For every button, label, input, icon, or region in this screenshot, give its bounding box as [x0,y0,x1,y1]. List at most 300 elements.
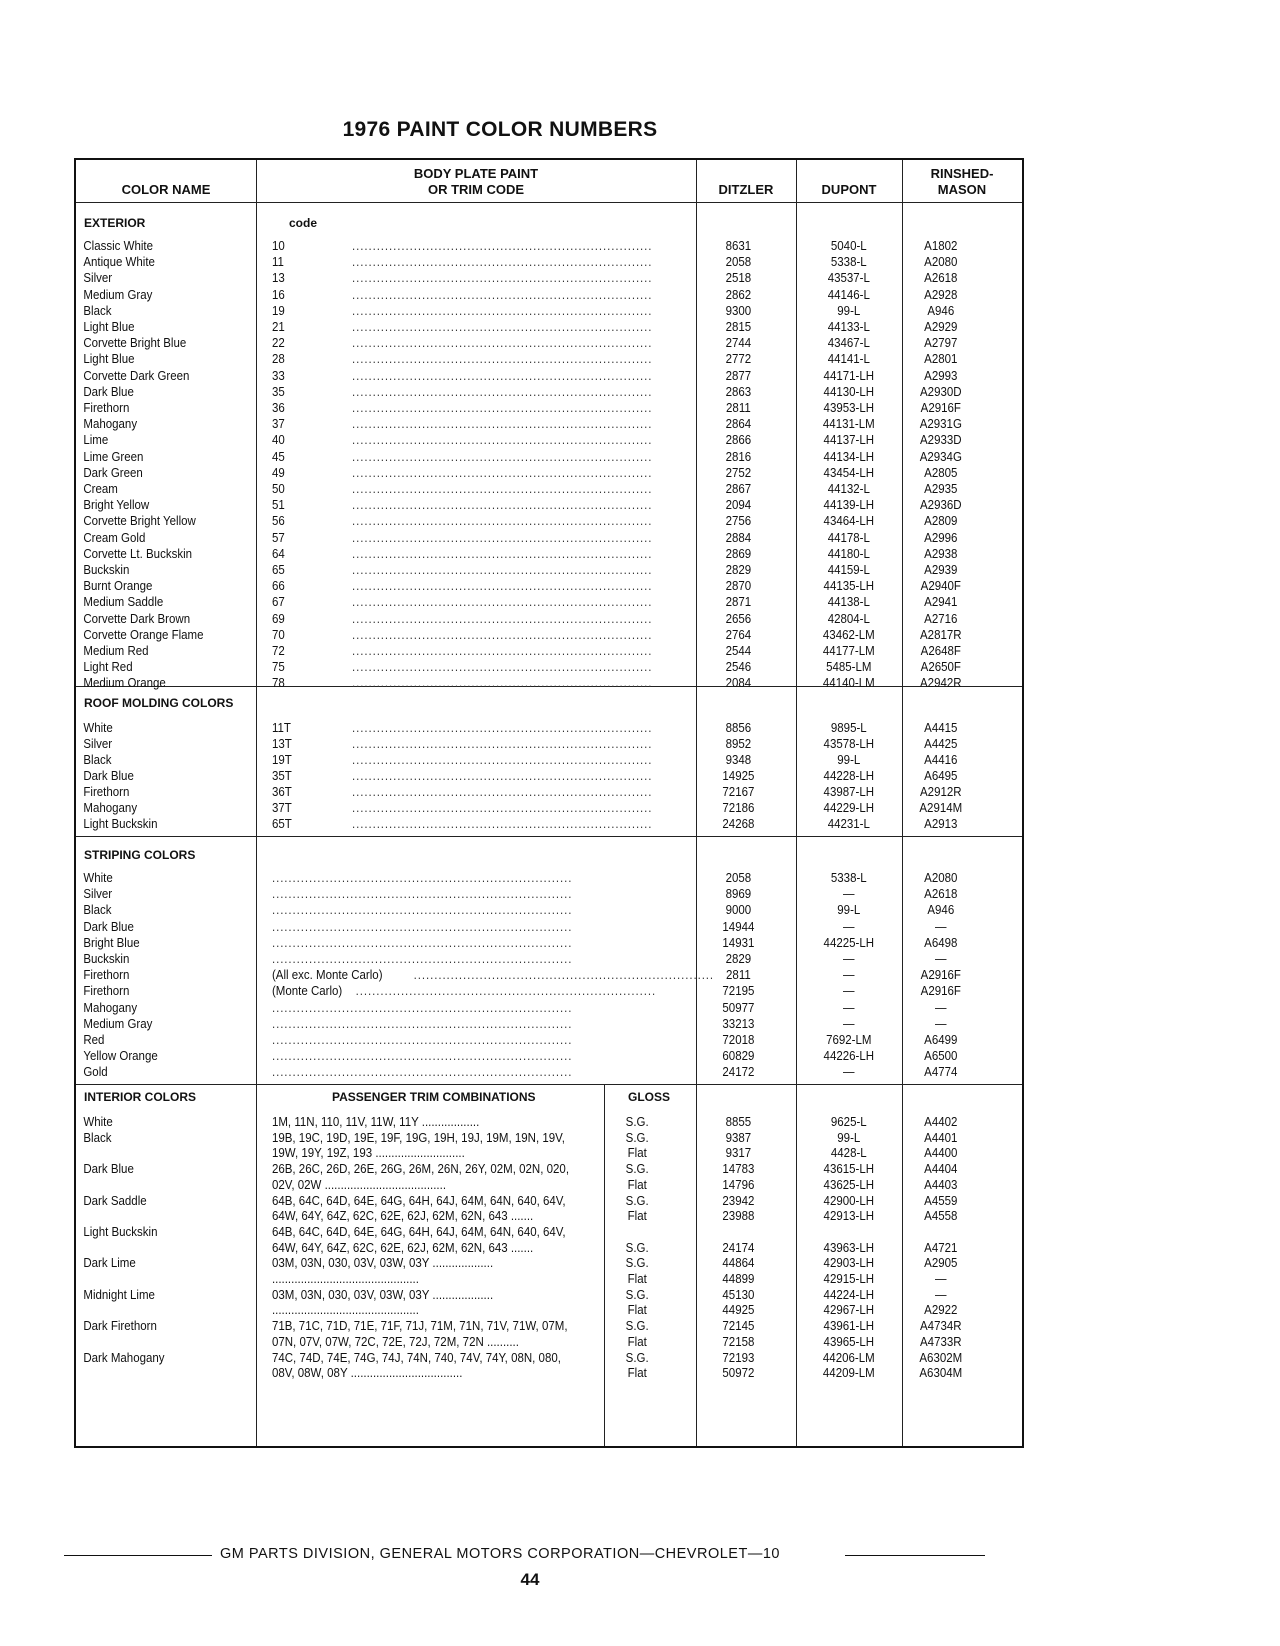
rinshed-mason-number: A2650F [920,660,961,675]
ditzler-number: 2656 [725,611,752,626]
dupont-number: 44134-LH [823,449,875,464]
table-row [76,1318,962,1334]
header-color-name: COLOR NAME [121,182,211,197]
dupont-number: 42900-LH [823,1193,875,1208]
leader-dots: ......................................................................... [352,303,653,318]
leader-dots: ......................................................................... [352,449,653,464]
dupont-number: 44177-LM [822,644,875,658]
color-name: Dark Saddle [83,1193,147,1208]
rinshed-mason-number: A4400 [924,1146,958,1161]
ditzler-number: 2871 [725,595,752,610]
table-row [76,627,962,643]
rinshed-mason-number: A2080 [924,871,958,885]
ditzler-number: 2094 [725,498,752,513]
ditzler-number: 2058 [725,871,752,885]
color-name: Firethorn [83,984,130,999]
rinshed-mason-number: A2942R [920,676,962,691]
ditzler-number: 2867 [725,482,752,496]
ditzler-number: 50977 [722,1000,755,1015]
table-row [76,449,962,465]
rinshed-mason-number: A2993 [924,368,958,383]
section-roof-molding: ROOF MOLDING COLORS [84,696,234,710]
leader-dots: ......................................................................... [352,721,653,735]
trim-code: 78 [271,676,285,691]
dupont-number: 44171-LH [823,368,875,383]
leader-dots: ......................................................................... [271,903,573,918]
dupont-number: 43965-LH [823,1334,875,1349]
rinshed-mason-number: A4416 [924,753,958,767]
rinshed-mason-number: A6499 [924,1033,958,1047]
leader-dots: ......................................................................... [352,433,653,448]
dupont-number: 44224-LH [823,1287,875,1302]
dupont-number: 44146-L [827,287,870,302]
color-name: Dark Mahogany [83,1350,165,1365]
table-row [76,1064,958,1080]
trim-code: (All exc. Monte Carlo) [271,968,383,983]
ditzler-number: 9000 [725,903,752,918]
leader-dots: ......................................................................... [271,919,573,934]
gloss: Flat [627,1209,647,1224]
dupont-number: 44130-LH [823,384,875,399]
rinshed-mason-number: A4774 [924,1065,958,1080]
leader-dots: ......................................................................... [352,482,653,496]
table-row [76,287,958,303]
trim-code: 64 [271,546,285,561]
table-row [76,1208,958,1224]
header-body-plate-1: BODY PLATE PAINT [413,166,539,181]
rinshed-mason-number: A2938 [924,546,958,561]
rinshed-mason-number: A4402 [924,1115,958,1129]
ditzler-number: 72195 [722,984,755,999]
trim-code: 50 [271,482,285,496]
leader-dots: ......................................................................... [352,595,653,610]
leader-dots: ......................................................................... [352,530,653,545]
color-name: Silver [83,271,113,286]
color-name: Lime [83,433,109,448]
table-row [76,319,958,335]
trim-code: 19T [271,753,292,767]
table-row [76,1177,958,1193]
trim-code: (Monte Carlo) [271,984,343,999]
gloss: Flat [627,1366,647,1381]
ditzler-number: 44864 [722,1256,755,1271]
leader-dots: ......................................................................... [271,1033,573,1047]
table-row [76,1016,946,1032]
dupont-number: 44225-LH [823,935,875,950]
header-ditzler: DITZLER [718,182,774,197]
table-row [76,481,958,497]
leader-dots: ......................................................................... [271,1000,573,1015]
color-name: Light Blue [83,352,135,367]
trim-code: 66 [271,579,285,594]
table-row [76,1302,958,1318]
section-exterior: EXTERIOR [84,216,146,230]
gloss: Flat [627,1272,647,1286]
trim-code: 36T [271,785,292,799]
page-title: 1976 PAINT COLOR NUMBERS [342,118,658,141]
rinshed-mason-number: A2801 [924,352,958,367]
trim-code: 65 [271,563,285,577]
trim-combinations: 64W, 64Y, 64Z, 62C, 62E, 62J, 62M, 62N, 643 ....... [271,1209,534,1224]
trim-code: 51 [271,498,285,513]
trim-code: 22 [271,336,285,351]
rinshed-mason-number: A2618 [924,887,958,902]
ditzler-number: 2870 [725,579,752,594]
ditzler-number: 2756 [725,514,752,529]
color-name: Cream Gold [83,530,146,545]
trim-combinations: 74C, 74D, 74E, 74G, 74J, 74N, 740, 74V, 74Y, 08N, 080, [271,1350,561,1365]
dupont-number: 44138-L [827,595,870,610]
color-name: Light Buckskin [83,817,158,831]
rinshed-mason-number: — [935,1016,947,1031]
rinshed-mason-number: A2996 [924,530,958,545]
leader-dots: ......................................................................... [352,627,653,642]
color-name: Dark Firethorn [83,1319,157,1334]
ditzler-number: 72193 [722,1350,755,1365]
dupont-number: 44229-LH [823,801,875,815]
ditzler-number: 33213 [722,1016,755,1031]
paint-color-table [74,158,1024,1448]
dupont-number: 43987-LH [823,785,875,799]
trim-code: 13 [271,271,285,286]
color-name: Bright Blue [83,935,140,950]
table-row [76,1271,946,1287]
rinshed-mason-number: A2716 [924,611,958,626]
header-gloss: GLOSS [628,1090,671,1104]
trim-combinations: 03M, 03N, 030, 03V, 03W, 03Y ................... [271,1287,494,1302]
leader-dots: ......................................................................... [352,817,653,831]
trim-code: 21 [271,320,285,334]
leader-dots: ......................................................................... [352,287,653,302]
ditzler-number: 60829 [722,1049,755,1064]
ditzler-number: 14796 [722,1177,755,1192]
ditzler-number: 9348 [725,753,752,767]
table-row [76,643,961,659]
dupont-number: 99-L [837,753,861,767]
rinshed-mason-number: A6304M [919,1366,963,1381]
color-name: Dark Blue [83,769,134,783]
header-mason: MASON [937,182,987,197]
gloss: S.G. [625,1319,649,1334]
rinshed-mason-number: A2914M [919,801,963,815]
ditzler-number: 2744 [725,336,752,351]
color-name: Black [83,903,112,918]
dupont-number: 5338-L [830,871,867,885]
section-interior: INTERIOR COLORS [84,1090,197,1104]
table-row [76,935,958,951]
leader-dots: ......................................................................... [352,352,653,367]
table-row [76,1255,958,1271]
dupont-number: 42903-LH [823,1256,875,1271]
leader-dots: ......................................................................... [352,368,653,383]
trim-combinations: 64B, 64C, 64D, 64E, 64G, 64H, 64J, 64M, 64N, 640, 64V, [271,1224,566,1239]
rinshed-mason-number: A2922 [924,1303,958,1318]
trim-code: 37 [271,417,285,432]
color-name: Medium Gray [83,287,153,302]
ditzler-number: 2058 [725,255,752,270]
gloss: Flat [627,1146,647,1161]
leader-dots: ......................................................................... [352,785,653,799]
table-row [76,870,958,886]
dupont-number: — [843,919,855,934]
leader-dots: ......................................................................... [352,579,653,594]
ditzler-number: 8856 [725,721,752,735]
leader-dots: ......................................................................... [352,239,653,253]
ditzler-number: 72186 [722,801,755,815]
dupont-number: 5040-L [830,239,867,253]
table-row [76,546,958,562]
color-name: Burnt Orange [83,579,153,594]
ditzler-number: 9317 [725,1146,752,1161]
gloss: S.G. [625,1256,649,1271]
table-row [76,1287,946,1303]
color-name: Medium Orange [83,676,166,691]
color-name: Corvette Bright Blue [83,336,187,351]
table-row [76,752,958,768]
table-row [76,1193,958,1209]
dupont-number: 44206-LM [822,1350,875,1365]
header-rule [76,202,1022,203]
rinshed-mason-number: A4733R [920,1334,962,1349]
rinshed-mason-number: A6498 [924,935,958,950]
gloss: S.G. [625,1287,649,1302]
table-row [76,675,962,691]
color-name: Buckskin [83,952,130,966]
rinshed-mason-number: — [935,919,947,934]
color-name: Mahogany [83,417,138,432]
ditzler-number: 24268 [722,817,755,831]
gloss: Flat [627,1334,647,1349]
rinshed-mason-number: A2905 [924,1256,958,1271]
dupont-number: 43625-LH [823,1177,875,1192]
table-row [76,720,958,736]
rinshed-mason-number: A2933D [920,433,962,448]
ditzler-number: 72145 [722,1319,755,1334]
color-name: Firethorn [83,401,130,415]
leader-dots: ......................................................................... [352,676,653,691]
table-row [76,983,961,999]
trim-combinations: 19W, 19Y, 19Z, 193 ............................ [271,1146,465,1161]
rinshed-mason-number: A2939 [924,563,958,577]
dupont-number: — [843,984,855,999]
rinshed-mason-number: — [935,952,947,966]
color-name: Red [83,1033,105,1047]
dupont-number: 7692-LM [826,1033,872,1047]
ditzler-number: 44899 [722,1272,755,1286]
color-name: Mahogany [83,1000,138,1015]
trim-combinations: 1M, 11N, 110, 11V, 11W, 11Y .................. [271,1115,480,1129]
leader-dots: ......................................................................... [352,255,653,270]
ditzler-number: 24172 [722,1065,755,1080]
table-row [76,800,963,816]
rinshed-mason-number: A6495 [924,769,958,783]
rinshed-mason-number: A4734R [920,1319,962,1334]
dupont-number: 99-L [837,303,861,318]
ditzler-number: 8631 [725,239,752,253]
leader-dots: ......................................................................... [352,417,653,432]
trim-code: 16 [271,287,285,302]
table-row [76,1130,958,1146]
header-body-plate-2: OR TRIM CODE [427,182,525,197]
table-row [76,736,958,752]
dupont-number: 99-L [837,903,861,918]
ditzler-number: 2546 [725,660,752,675]
rinshed-mason-number: A4415 [924,721,958,735]
dupont-number: 42913-LH [823,1209,875,1224]
trim-code: 10 [271,239,285,253]
trim-code: 11 [271,255,284,270]
dupont-number: 4428-L [830,1146,867,1161]
trim-code: 36 [271,401,285,415]
dupont-number: 42915-LH [823,1272,875,1286]
table-row [76,1350,963,1366]
leader-dots: ......................................................................... [352,801,653,815]
color-name: Dark Blue [83,384,134,399]
trim-combinations: 19B, 19C, 19D, 19E, 19F, 19G, 19H, 19J, 19M, 19N, 19V, [271,1130,565,1145]
dupont-number: 44226-LH [823,1049,875,1064]
table-row [76,513,958,529]
dupont-number: 43953-LH [823,401,875,415]
dupont-number: 43464-LH [823,514,875,529]
page-number: 44 [520,1570,540,1589]
trim-combinations: 64W, 64Y, 64Z, 62C, 62E, 62J, 62M, 62N, 643 ....... [271,1240,534,1255]
dupont-number: 44228-LH [823,769,875,783]
table-row [76,238,958,254]
trim-code: 70 [271,627,285,642]
rinshed-mason-number: A4558 [924,1209,958,1224]
ditzler-number: 2862 [725,287,752,302]
table-row [76,902,955,918]
gloss: S.G. [625,1350,649,1365]
dupont-number: 43615-LH [823,1162,875,1177]
leader-dots: ......................................................................... [352,320,653,334]
table-row [76,254,958,270]
table-row [76,335,958,351]
leader-dots: ......................................................................... [271,935,573,950]
table-row [76,951,946,967]
ditzler-number: 2752 [725,465,752,480]
gloss: S.G. [625,1240,649,1255]
trim-code: 72 [271,644,285,658]
dupont-number: 44209-LM [822,1366,875,1381]
leader-dots: ......................................................................... [352,498,653,513]
ditzler-number: 2811 [726,968,751,983]
ditzler-number: 72158 [722,1334,755,1349]
table-row [76,594,958,610]
ditzler-number: 45130 [722,1287,755,1302]
gloss: S.G. [625,1115,649,1129]
color-name: Buckskin [83,563,130,577]
color-name: Light Blue [83,320,135,334]
rinshed-mason-number: A2930D [920,384,962,399]
leader-dots: ......................................................................... [352,660,653,675]
rinshed-mason-number: — [935,1000,947,1015]
rinshed-mason-number: A2912R [920,785,962,799]
rinshed-mason-number: A1802 [924,239,958,253]
ditzler-number: 2544 [725,644,752,658]
rinshed-mason-number: A4721 [924,1240,958,1255]
table-row [76,578,961,594]
dupont-number: 42804-L [827,611,870,626]
trim-combinations: 03M, 03N, 030, 03V, 03W, 03Y ................... [271,1256,494,1271]
trim-combinations: .............................................. [271,1303,419,1318]
rinshed-mason-number: A946 [927,903,955,918]
table-row [76,1161,958,1177]
table-row [76,919,946,935]
table-row [76,967,961,983]
color-name: Lime Green [83,449,144,464]
ditzler-number: 2518 [725,271,752,286]
trim-code: 56 [271,514,285,529]
trim-code: 35 [271,384,285,399]
ditzler-number: 2866 [725,433,752,448]
header-dupont: DUPONT [821,182,877,197]
rinshed-mason-number: A2618 [924,271,958,286]
dupont-number: 43578-LH [823,737,875,751]
table-row [76,1048,958,1064]
trim-code: 11T [271,721,291,735]
color-name: White [83,871,113,885]
color-name: Mahogany [83,801,138,815]
ditzler-number: 50972 [722,1366,755,1381]
trim-combinations: 02V, 02W ...................................... [271,1177,447,1192]
ditzler-number: 2877 [725,368,752,383]
ditzler-number: 14783 [722,1162,755,1177]
section-striping: STRIPING COLORS [84,848,196,862]
color-name: Dark Lime [83,1256,136,1271]
trim-combinations: .............................................. [271,1272,419,1286]
color-name: Midnight Lime [83,1287,155,1302]
dupont-number: 44131-LM [822,417,875,432]
rinshed-mason-number: A4559 [924,1193,958,1208]
ditzler-number: 2863 [725,384,752,399]
ditzler-number: 2829 [725,563,752,577]
dupont-number: 44132-L [827,482,870,496]
leader-dots: ......................................................................... [271,1049,573,1064]
ditzler-number: 14925 [722,769,755,783]
leader-dots: ......................................................................... [352,465,653,480]
trim-code: 69 [271,611,285,626]
color-name: Gold [83,1065,108,1080]
rinshed-mason-number: A2913 [924,817,958,831]
leader-dots: ......................................................................... [352,737,653,751]
table-row [76,611,958,627]
dupont-number: 43454-LH [823,465,875,480]
color-name: Silver [83,887,113,902]
footer-rule-right [845,1555,985,1556]
rinshed-mason-number: A2916F [920,984,961,999]
gloss: Flat [627,1177,647,1192]
rinshed-mason-number: A4404 [924,1162,958,1177]
trim-code: 57 [271,530,285,545]
trim-code: 35T [271,769,292,783]
ditzler-number: 23942 [722,1193,755,1208]
dupont-number: 43467-L [827,336,870,351]
ditzler-number: 14944 [722,919,755,934]
ditzler-number: 72018 [722,1033,755,1047]
color-name: Firethorn [83,785,130,799]
code-label: code [289,216,318,230]
rinshed-mason-number: A2936D [920,498,962,513]
trim-code: 75 [271,660,285,675]
table-row [76,303,955,319]
trim-combinations: 08V, 08W, 08Y ................................... [271,1366,463,1381]
ditzler-number: 2869 [725,546,752,561]
rinshed-mason-number: — [935,1287,947,1302]
leader-dots: ......................................................................... [352,753,653,767]
dupont-number: 44133-L [827,320,870,334]
rinshed-mason-number: A2916F [920,401,961,415]
